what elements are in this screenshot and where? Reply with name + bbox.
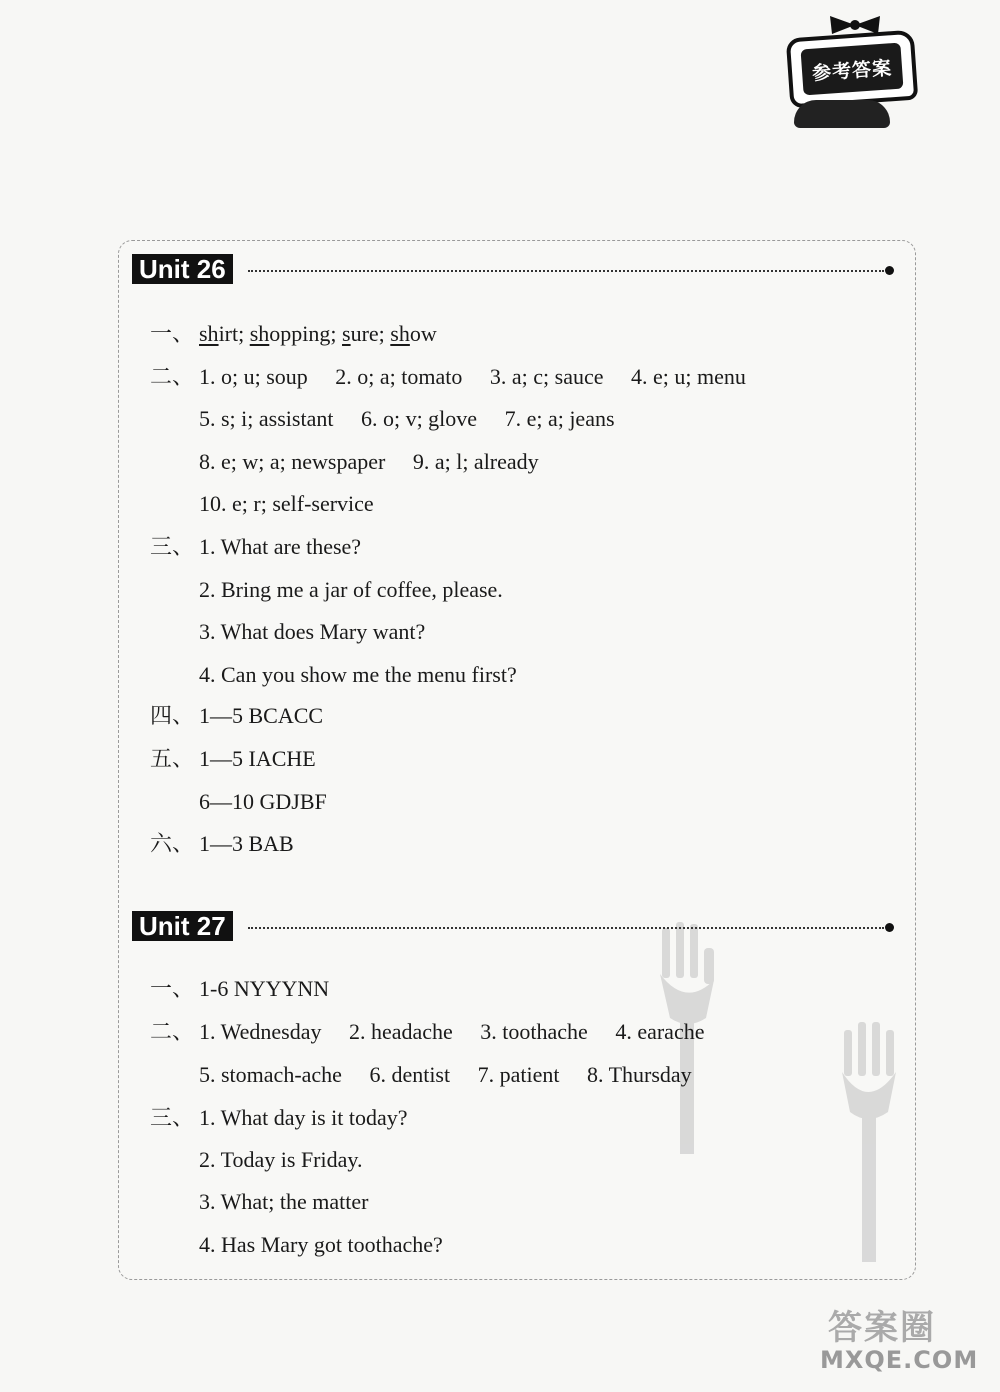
- u27-q2-answers: [199, 1018, 704, 1046]
- u27-q1-number: 一、: [150, 976, 195, 1001]
- answer-item: 1-6 NYYYNN: [199, 976, 330, 1001]
- answer-item: 5. stomach-ache: [199, 1062, 342, 1087]
- watermark-logo-text: 答案圈: [828, 1308, 936, 1348]
- word-rest: opping;: [269, 321, 337, 346]
- underlined-letters: sh: [199, 321, 219, 346]
- underlined-letters: sh: [390, 321, 410, 346]
- badge-screen: [786, 30, 919, 109]
- answer-item: 6—10 GDJBF: [199, 789, 327, 814]
- answer-item: 9. a; l; already: [412, 449, 539, 474]
- divider-end-dot: [885, 923, 894, 932]
- underlined-letters: s: [342, 321, 351, 346]
- answer-item: 1. What are these?: [199, 534, 362, 559]
- spoon-icon: [836, 1016, 906, 1266]
- answer-item: 2. headache: [348, 1019, 453, 1044]
- answer-item: 6. o; v; glove: [360, 406, 478, 431]
- divider-end-dot: [885, 266, 894, 275]
- u26-q6-number: 六、: [150, 831, 195, 856]
- answer-item: 8. e; w; a; newspaper: [199, 449, 386, 474]
- answer-item: 1. Wednesday: [199, 1019, 322, 1044]
- u26-q2-answers: [199, 363, 746, 391]
- u26-q3-row-3: [199, 618, 425, 646]
- answer-item: 6. dentist: [369, 1062, 451, 1087]
- u26-q2-row-3: [199, 448, 539, 476]
- u26-q5-row-2: [199, 788, 327, 816]
- u26-q4-number: 四、: [150, 703, 195, 728]
- u27-q3-row-2: [199, 1146, 362, 1174]
- badge-label: 参考答案: [801, 43, 904, 96]
- dotted-divider: [248, 927, 884, 929]
- answer-item: 10. e; r; self-service: [199, 491, 374, 516]
- u26-q5-number: 五、: [150, 746, 195, 771]
- answer-item: 2. Today is Friday.: [199, 1147, 363, 1172]
- word-rest: irt;: [218, 321, 245, 346]
- u27-q3-row-4: [199, 1231, 443, 1259]
- answer-item: 2. Bring me a jar of coffee, please.: [199, 577, 503, 602]
- answer-item: 3. What does Mary want?: [199, 619, 426, 644]
- u26-q3-row-2: [199, 576, 503, 604]
- u26-q3-number: 三、: [150, 534, 195, 559]
- u26-q2-row-2: [199, 405, 615, 433]
- u26-q1-number: 一、: [150, 321, 195, 346]
- u27-q2-number: 二、: [150, 1019, 195, 1044]
- unit-27-title: Unit 27: [132, 911, 233, 941]
- word-rest: ure;: [350, 321, 385, 346]
- unit-27-header: [132, 911, 894, 941]
- answer-item: 2. o; a; tomato: [335, 364, 463, 389]
- underlined-letters: sh: [249, 321, 270, 346]
- answer-item: 3. toothache: [480, 1019, 588, 1044]
- answer-item: 1—5 IACHE: [199, 746, 316, 771]
- answer-item: 3. What; the matter: [199, 1189, 369, 1214]
- answer-item: 8. Thursday: [586, 1062, 692, 1087]
- answer-item: 7. e; a; jeans: [504, 406, 615, 431]
- watermark-url: MXQE.COM: [820, 1346, 979, 1374]
- answer-item: 5. s; i; assistant: [199, 406, 334, 431]
- answer-item: 7. patient: [477, 1062, 560, 1087]
- answer-item: 1—5 BCACC: [199, 703, 324, 728]
- unit-26-title: Unit 26: [132, 254, 233, 284]
- dotted-divider: [248, 270, 884, 272]
- answer-key-badge: [782, 14, 930, 132]
- site-watermark: [820, 1300, 990, 1380]
- u26-q1-answer: [199, 320, 437, 348]
- answer-item: 4. earache: [615, 1019, 705, 1044]
- answer-item: 3. a; c; sauce: [489, 364, 604, 389]
- u27-q2-row-2: [199, 1061, 692, 1089]
- answer-item: 1. What day is it today?: [199, 1105, 408, 1130]
- answer-item: 1. o; u; soup: [199, 364, 308, 389]
- answer-item: 4. Has Mary got toothache?: [199, 1232, 443, 1257]
- u26-q2-row-4: [199, 490, 374, 518]
- answer-item: 4. Can you show me the menu first?: [199, 662, 517, 687]
- u26-q2-number: 二、: [150, 364, 195, 389]
- unit-26-header: [132, 254, 894, 284]
- u27-q3-row-3: [199, 1188, 368, 1216]
- answer-item: 1—3 BAB: [199, 831, 294, 856]
- u26-q3-row-4: [199, 661, 517, 689]
- answer-item: 4. e; u; menu: [631, 364, 746, 389]
- word-rest: ow: [409, 321, 437, 346]
- badge-base: [794, 100, 890, 128]
- u27-q3-number: 三、: [150, 1105, 195, 1130]
